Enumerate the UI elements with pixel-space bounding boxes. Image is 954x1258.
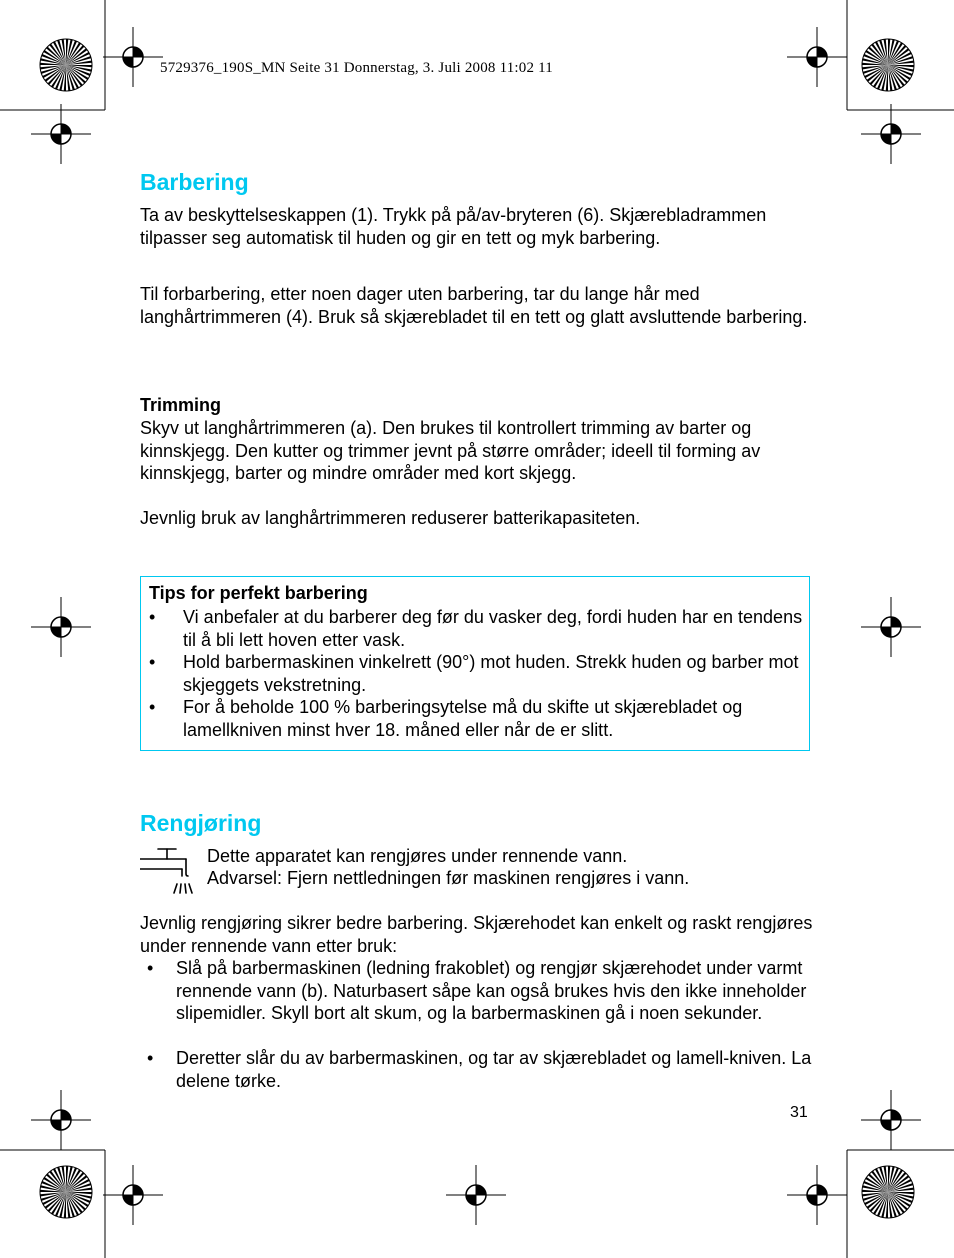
- page-number: 31: [790, 1104, 808, 1121]
- registration-mark-icon: [103, 1165, 163, 1225]
- water-note-line-1: Dette apparatet kan rengjøres under rennende vann.: [207, 846, 628, 866]
- section-title-barbering: Barbering: [140, 169, 249, 195]
- registration-mark-icon: [861, 104, 921, 164]
- starburst-target-icon: [861, 38, 915, 92]
- registration-mark-icon: [861, 597, 921, 657]
- bullet: •: [147, 958, 154, 978]
- starburst-target-icon: [39, 1165, 93, 1219]
- registration-mark-icon: [787, 27, 847, 87]
- cleaning-item-text: Slå på barbermaskinen (ledning frakoblet) og rengjør skjærehodet under varmt rennende vann (b). Naturbasert såpe kan også brukes hvis den ikke inneholder slipemidler. Skyll bort alt skum, og la barbermaskinen gå i noen sekunder.: [176, 958, 807, 1023]
- registration-mark-icon: [31, 1090, 91, 1150]
- tips-box: [140, 576, 810, 751]
- starburst-target-icon: [39, 38, 93, 92]
- cleaning-paragraph-1: Jevnlig rengjøring sikrer bedre barbering. Skjærehodet kan enkelt og raskt rengjøres under rennende vann etter bruk:: [140, 913, 813, 956]
- registration-mark-icon: [31, 597, 91, 657]
- trimming-paragraph-1: Skyv ut langhårtrimmeren (a). Den brukes til kontrollert trimming av barter og kinnskjegg. Den kutter og trimmer jevnt på større områder; ideell til forming av kinnskjegg, barter og mindre områder med kort skjegg.: [140, 418, 761, 483]
- bullet: •: [149, 697, 156, 717]
- section-title-trimming: Trimming: [140, 395, 222, 415]
- bullet: •: [149, 607, 156, 627]
- starburst-target-icon: [861, 1165, 915, 1219]
- registration-mark-icon: [31, 104, 91, 164]
- tips-title: Tips for perfekt barbering: [149, 583, 368, 603]
- registration-mark-icon: [861, 1090, 921, 1150]
- tips-item-text: Vi anbefaler at du barberer deg før du vasker deg, fordi huden har en tendens til å bli lett hoven etter vask.: [183, 607, 803, 650]
- water-note-line-2: Advarsel: Fjern nettledningen før maskinen rengjøres i vann.: [207, 868, 690, 888]
- tips-item-text: For å beholde 100 % barberingsytelse må du skifte ut skjærebladet og lamellkniven minst hver 18. måned eller når de er slitt.: [183, 697, 743, 740]
- print-slug-line: 5729376_190S_MN Seite 31 Donnerstag, 3. Juli 2008 11:02 11: [160, 60, 553, 76]
- cleaning-item-text: Deretter slår du av barbermaskinen, og tar av skjærebladet og lamell-kniven. La delene tørke.: [176, 1048, 812, 1091]
- section-title-cleaning: Rengjøring: [140, 810, 262, 836]
- registration-mark-icon: [103, 27, 163, 87]
- trimming-paragraph-2: Jevnlig bruk av langhårtrimmeren reduserer batterikapasiteten.: [140, 508, 641, 528]
- registration-mark-icon: [446, 1165, 506, 1225]
- bullet: •: [149, 652, 156, 672]
- tips-item-text: Hold barbermaskinen vinkelrett (90°) mot huden. Strekk huden og barber mot skjeggets vekstretning.: [183, 652, 799, 695]
- registration-mark-icon: [787, 1165, 847, 1225]
- barbering-paragraph-1: Ta av beskyttelseskappen (1). Trykk på på/av-bryteren (6). Skjærebladrammen tilpasser seg automatisk til huden og gir en tett og myk barbering.: [140, 205, 767, 248]
- bullet: •: [147, 1048, 154, 1068]
- water-tap-icon: [140, 846, 196, 898]
- barbering-paragraph-2: Til forbarbering, etter noen dager uten barbering, tar du lange hår med langhårtrimmeren (4). Bruk så skjærebladet til en tett og glatt avsluttende barbering.: [140, 284, 808, 327]
